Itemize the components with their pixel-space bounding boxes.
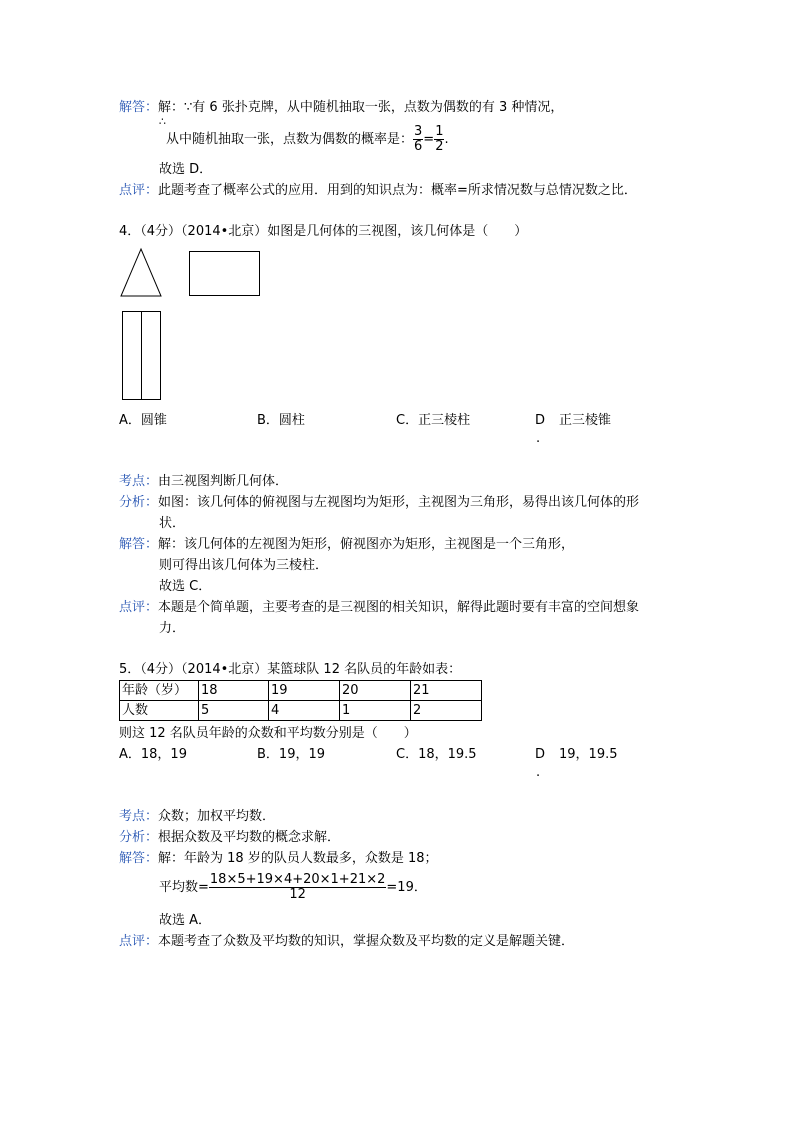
q3-answer-text-2: 从中随机抽取一张，点数为偶数的概率是： [166, 132, 414, 147]
q3-comment: 点评：此题考查了概率公式的应用．用到的知识点为：概率=所求情况数与总情况数之比． [119, 183, 637, 198]
table-cell: 4 [269, 701, 340, 721]
answer-label: 解答： [119, 851, 159, 866]
point-label: 考点： [119, 809, 159, 824]
average-formula [159, 870, 427, 906]
average-denominator: 12 [289, 887, 306, 902]
q4-stem: 4．（4分）（2014•北京）如图是几何体的三视图，该几何体是（ ） [119, 224, 528, 239]
average-label: 平均数= [159, 880, 209, 895]
q4-comment-2: 力． [159, 621, 186, 636]
table-cell: 年龄（岁） [120, 681, 199, 701]
q4-choice: 故选 C． [159, 579, 212, 594]
q3-answer-line-1 [119, 99, 563, 117]
table-cell: 5 [199, 701, 269, 721]
q3-answer-text-1: 解：∵有 6 张扑克牌，从中随机抽取一张，点数为偶数的有 3 种情况， [158, 100, 564, 115]
q5-option-a: A．18，19 [119, 747, 187, 762]
q4-analysis-2: 状． [159, 516, 186, 531]
table-cell: 1 [340, 701, 411, 721]
table-row [120, 701, 482, 721]
q5-comment: 点评：本题考查了众数及平均数的知识，掌握众数及平均数的定义是解题关键． [119, 934, 575, 949]
table-cell: 19 [269, 681, 340, 701]
q5-stem: 5．（4分）（2014•北京）某篮球队 12 名队员的年龄如表： [119, 662, 462, 677]
comment-label: 点评： [119, 183, 159, 198]
average-fraction [209, 873, 387, 902]
q5-option-c: C．18，19.5 [396, 747, 477, 762]
q4-option-d-letter: D [535, 413, 546, 428]
analysis-label: 分析： [119, 495, 159, 510]
age-table [119, 680, 482, 721]
q4-option-c: C．正三棱柱 [396, 413, 471, 428]
analysis-label: 分析： [119, 830, 159, 845]
comment-label: 点评： [119, 934, 159, 949]
table-cell: 人数 [120, 701, 199, 721]
side-view-rectangle [188, 250, 262, 298]
q5-answer-1: 解答：解：年龄为 18 岁的队员人数最多，众数是 18； [119, 851, 438, 866]
top-view-rectangle [121, 310, 163, 402]
table-cell: 2 [411, 701, 482, 721]
average-result: =19． [386, 880, 427, 895]
q5-option-b: B．19，19 [257, 747, 326, 762]
answer-label: 解答： [119, 100, 159, 115]
q5-option-d: 19，19.5 [559, 747, 618, 762]
q3-answer-line-2: 从中随机抽取一张，点数为偶数的概率是： $\frac{3}{6}$ = $\frac{1}{2}$ . [166, 124, 449, 154]
therefore-symbol: ∴ [159, 115, 166, 128]
q5-question: 则这 12 名队员年龄的众数和平均数分别是（ ） [119, 726, 417, 741]
q4-option-d-dot: . [536, 431, 541, 446]
q3-choice: 故选 D． [159, 162, 213, 177]
comment-label: 点评： [119, 600, 159, 615]
q4-option-a: A．圆锥 [119, 413, 167, 428]
table-row [120, 681, 482, 701]
q4-analysis-1: 分析：如图：该几何体的俯视图与左视图均为矩形，主视图为三角形，易得出该几何体的形 [119, 495, 640, 510]
fraction-3-6: $\frac{3}{6}$ [414, 124, 423, 154]
q5-option-d-letter: D [535, 747, 546, 762]
table-cell: 21 [411, 681, 482, 701]
q4-answer-1: 解答：解：该几何体的左视图为矩形，俯视图亦为矩形，主视图是一个三角形， [119, 537, 575, 552]
q4-comment-1: 点评：本题是个简单题，主要考查的是三视图的相关知识，解得此题时要有丰富的空间想象 [119, 600, 640, 615]
front-view-triangle [118, 247, 164, 299]
average-numerator: 18×5+19×4+20×1+21×2 [209, 872, 386, 887]
table-cell: 18 [199, 681, 269, 701]
q5-point: 考点：众数；加权平均数． [119, 809, 276, 824]
fraction-1-2: $\frac{1}{2}$ [435, 124, 444, 154]
q4-point: 考点：由三视图判断几何体． [119, 474, 289, 489]
equals-sign: = [423, 132, 435, 147]
q5-option-d-dot: . [536, 765, 541, 780]
q5-analysis: 分析：根据众数及平均数的概念求解． [119, 830, 341, 845]
q4-option-b: B．圆柱 [257, 413, 305, 428]
point-label: 考点： [119, 474, 159, 489]
q4-option-d: 正三棱锥 [559, 413, 612, 428]
answer-label: 解答： [119, 537, 159, 552]
q5-choice: 故选 A． [159, 913, 212, 928]
q4-answer-2: 则可得出该几何体为三棱柱． [159, 558, 329, 573]
table-cell: 20 [340, 681, 411, 701]
